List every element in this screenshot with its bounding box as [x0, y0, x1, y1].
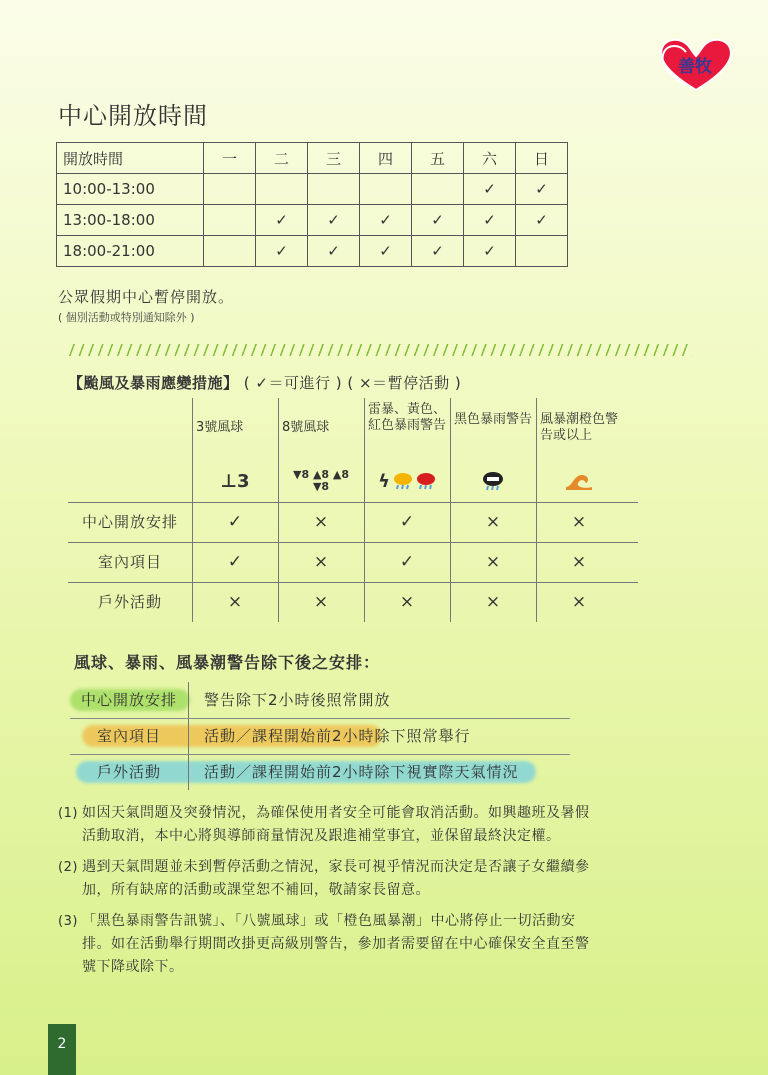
hours-cell: ✓: [412, 205, 464, 236]
after-warning-table: [70, 682, 590, 790]
measure-mark: ×: [571, 512, 587, 532]
after-warning-title: 風球、暴雨、風暴潮警告除下後之安排：: [74, 653, 381, 672]
hours-cell: [308, 174, 360, 205]
hours-header-cell: 日: [516, 143, 568, 174]
t3-signal-text: ⊥3: [220, 470, 250, 492]
t8-signals-icon: [278, 468, 364, 494]
arrangement-key: 中心開放安排: [80, 691, 177, 709]
measure-mark: ×: [227, 592, 243, 612]
signal-caption: 雷暴、黃色、紅色暴雨警告: [368, 402, 447, 433]
measure-mark: ✓: [227, 512, 243, 532]
thunder-icon: ϟ: [378, 470, 390, 492]
note-text: 遇到天氣問題並未到暫停活動之情況，家長可視乎情況而決定是否讓子女繼續參加，所有缺席的活動或課堂恕不補回，敬請家長留意。: [82, 859, 590, 898]
hours-cell: ✓: [464, 205, 516, 236]
list-item: [58, 856, 598, 902]
holiday-note: 公眾假期中心暫停開放。: [58, 288, 235, 306]
hours-cell: ✓: [516, 205, 568, 236]
signal-caption: 黑色暴雨警告: [454, 412, 533, 427]
t3-signal-icon: [192, 468, 278, 494]
red-rain-icon: [416, 471, 436, 491]
table-row: [70, 718, 590, 754]
typhoon-legend: ( ✓＝可進行 ) ( ×＝暫停活動 ): [243, 374, 462, 392]
hours-header-cell: 四: [360, 143, 412, 174]
arrangement-value: 活動／課程開始前2小時除下視實際天氣情況: [204, 763, 519, 781]
opening-hours-table: [56, 142, 568, 267]
hours-cell: ✓: [256, 236, 308, 267]
list-item: [58, 910, 598, 979]
t8-signal-text: ▼8 ▲8 ▲8 ▼8: [293, 468, 349, 493]
measure-mark: ✓: [399, 512, 415, 532]
hours-header-cell: 開放時間: [57, 143, 204, 174]
signal-caption: 3號風球: [196, 420, 244, 435]
list-item: [58, 802, 598, 848]
hours-cell: [256, 174, 308, 205]
page-number: 2: [57, 1036, 67, 1052]
hours-cell: ✓: [308, 236, 360, 267]
table-row: [57, 174, 568, 205]
hours-header-cell: 五: [412, 143, 464, 174]
hours-cell: [412, 174, 464, 205]
hours-header-cell: 二: [256, 143, 308, 174]
hours-cell: ✓: [360, 236, 412, 267]
note-text: 如因天氣問題及突發情況，為確保使用者安全可能會取消活動。如興趣班及暑假活動取消，本中心將與導師商量情況及跟進補堂事宜，並保留最終決定權。: [82, 805, 590, 844]
measure-mark: ×: [485, 592, 501, 612]
time-slot-label: 10:00-13:00: [57, 174, 204, 205]
thunder-rain-icons: [364, 468, 450, 494]
arrangement-value: 警告除下2小時後照常開放: [204, 691, 391, 709]
table-row: [70, 682, 590, 718]
weather-measures-table: [68, 398, 638, 622]
hours-cell: [360, 174, 412, 205]
storm-surge-icon: [536, 468, 622, 494]
time-slot-label: 13:00-18:00: [57, 205, 204, 236]
note-number: (2): [58, 860, 78, 875]
black-rain-icon: [450, 468, 536, 494]
hours-cell: ✓: [464, 236, 516, 267]
hours-header-cell: 六: [464, 143, 516, 174]
logo-text: 善牧: [678, 57, 712, 77]
measure-mark: ×: [313, 592, 329, 612]
measure-row-label: 中心開放安排: [81, 513, 178, 531]
hours-cell: [204, 236, 256, 267]
signal-column-black-rain: [450, 398, 536, 502]
hours-header-cell: 一: [204, 143, 256, 174]
signal-caption: 8號風球: [282, 420, 330, 435]
table-row: [57, 236, 568, 267]
logo: [656, 34, 736, 92]
measure-mark: ✓: [399, 552, 415, 572]
note-text: 「黑色暴雨警告訊號」、「八號風球」或「橙色風暴潮」中心將停止一切活動安排。如在活動舉行期間改掛更高級別警告，參加者需要留在中心確保安全直至警號下降或除下。: [82, 913, 590, 975]
holiday-subnote: ( 個別活動或特別通知除外 ): [58, 311, 195, 324]
arrangement-value: 活動／課程開始前2小時除下照常舉行: [204, 727, 471, 745]
signal-column-rain: [364, 398, 450, 502]
yellow-rain-icon: [393, 471, 413, 491]
measure-mark: ×: [485, 552, 501, 572]
signal-column-t3: [192, 398, 278, 502]
typhoon-heading-title: 【颱風及暴雨應變措施】: [68, 374, 239, 392]
note-number: (3): [58, 914, 78, 929]
arrangement-key: 戶外活動: [96, 763, 161, 781]
hours-cell: ✓: [308, 205, 360, 236]
measure-row-label: 室內項目: [97, 553, 162, 571]
measure-row-label: 戶外活動: [97, 593, 162, 611]
table-row: [57, 205, 568, 236]
hatch-divider: [68, 344, 692, 356]
measure-mark: ✓: [227, 552, 243, 572]
measure-mark: ×: [485, 512, 501, 532]
measure-mark: ×: [399, 592, 415, 612]
measure-mark: ×: [313, 512, 329, 532]
measure-mark: ×: [571, 552, 587, 572]
hours-cell: ✓: [360, 205, 412, 236]
hours-cell: ✓: [516, 174, 568, 205]
notes-list: [58, 802, 598, 987]
hours-header-row: [57, 143, 568, 174]
page-title: 中心開放時間: [58, 102, 208, 130]
hours-cell: ✓: [412, 236, 464, 267]
signal-column-t8: [278, 398, 364, 502]
signal-caption: 風暴潮橙色警告或以上: [540, 412, 619, 443]
time-slot-label: 18:00-21:00: [57, 236, 204, 267]
measure-mark: ×: [313, 552, 329, 572]
signal-column-storm-surge: [536, 398, 622, 502]
hours-cell: [516, 236, 568, 267]
page-number-box: [48, 1024, 76, 1075]
hours-cell: ✓: [464, 174, 516, 205]
hours-cell: [204, 174, 256, 205]
table-row: [70, 754, 590, 790]
hours-cell: ✓: [256, 205, 308, 236]
hours-cell: [204, 205, 256, 236]
arrangement-key: 室內項目: [96, 727, 161, 745]
note-number: (1): [58, 806, 78, 821]
typhoon-heading: [68, 372, 461, 393]
measure-mark: ×: [571, 592, 587, 612]
hours-header-cell: 三: [308, 143, 360, 174]
